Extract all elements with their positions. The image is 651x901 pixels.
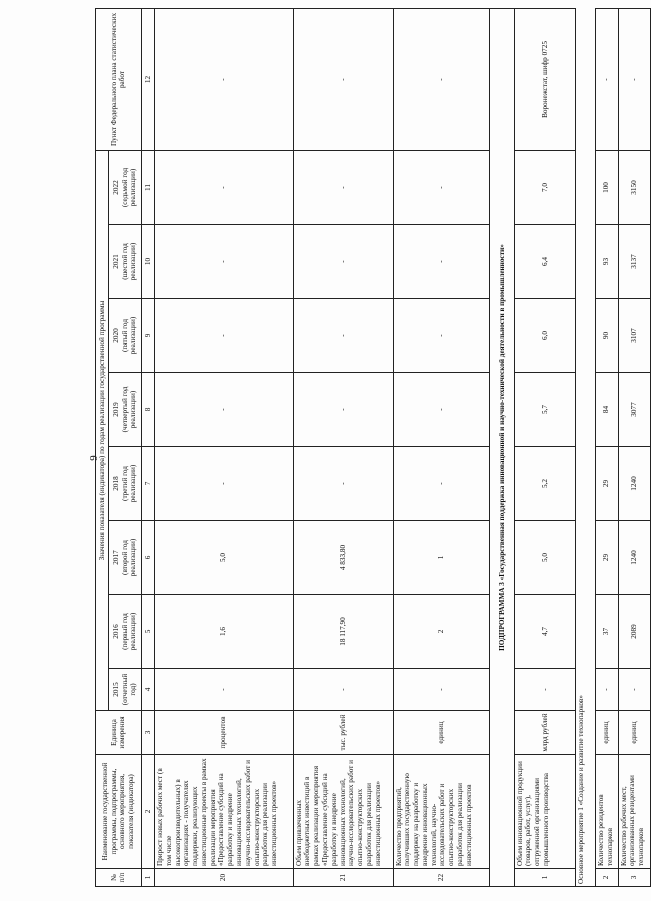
row-number: 1 [514,869,576,887]
main-event-row [576,8,596,886]
row-number: 22 [393,869,490,887]
row-value: 100 [596,150,619,224]
column-number: 7 [141,447,154,521]
row-value: - [596,669,619,711]
year-value: 2019 [111,402,120,417]
year-label: (третий год реализации) [120,464,138,503]
row-value: 6,4 [514,225,576,299]
row-value: 1 [393,521,490,595]
header-year-7 [108,150,141,224]
header-year-0 [108,669,141,711]
row-value: 84 [596,373,619,447]
row-value: 5,2 [514,447,576,521]
column-number: 8 [141,373,154,447]
row-note: - [596,8,619,150]
row-value: 5,0 [154,521,293,595]
row-value: 5,7 [514,373,576,447]
header-row-top [96,8,109,886]
header-year-3 [108,447,141,521]
row-value: 3077 [618,373,650,447]
row-value: 5,0 [514,521,576,595]
row-note: - [293,8,393,150]
year-value: 2021 [111,254,120,269]
row-note: - [154,8,293,150]
year-label: (первый год реализации) [120,612,138,651]
row-value: - [154,447,293,521]
row-value: 37 [596,595,619,669]
column-number: 5 [141,595,154,669]
row-value: - [154,373,293,447]
column-number: 9 [141,299,154,373]
row-number: 20 [154,869,293,887]
row-name: Количество резидентов технопарков [596,755,619,869]
year-label: (отчетный год) [120,673,138,706]
row-value: 1,6 [154,595,293,669]
indicators-table [95,8,651,887]
year-value: 2022 [111,180,120,195]
row-value: - [393,669,490,711]
row-name: Объем привлеченных внебюджетных инвестиций в рамках реализации мероприятия «Предоставление субсидий на разработку и внедрение инновационных технологий, научно-исследовательских работ и опытно-конструкторских разработок для реализации инвестиционных проектов» [293,755,393,869]
row-value: 3107 [618,299,650,373]
page-number: 9 [88,455,100,461]
row-value: - [293,373,393,447]
year-value: 2016 [111,624,120,639]
year-value: 2017 [111,550,120,565]
header-note: Пункт Федерального плана статистических работ [96,8,142,150]
row-name: Количество рабочих мест, организованных резидентами технопарков [618,755,650,869]
header-no: № п/п [96,869,142,887]
row-value: 3150 [618,150,650,224]
row-value: - [393,225,490,299]
header-year-5 [108,299,141,373]
row-number: 2 [596,869,619,887]
column-number: 11 [141,150,154,224]
row-value: - [393,447,490,521]
table-row [596,8,619,886]
row-unit: тыс. рублей [293,711,393,755]
row-value: 1240 [618,521,650,595]
table-row [393,8,490,886]
row-note: Воронежстат, шифр 0725 [514,8,576,150]
year-label: (четвертый год реализации) [120,386,138,433]
column-number: 10 [141,225,154,299]
row-value: - [293,299,393,373]
row-value: 7,0 [514,150,576,224]
row-value: - [393,150,490,224]
row-value: - [293,447,393,521]
row-name: Количество предприятий, получивших государственную поддержку на разработку и внедрение инновационных технологий, научно-исследовательских работ и опытно-конструкторских разработок для реализации инвестиционных проектов [393,755,490,869]
column-number: 1 [141,869,154,887]
column-number: 2 [141,755,154,869]
row-unit: процентов [154,711,293,755]
row-number: 3 [618,869,650,887]
row-name: Прирост новых рабочих мест (в том числе высокопроизводительных) в организациях - получателях поддержки, реализующих инвестиционные проекты в рамках реализации мероприятия «Предоставление субсидий на разработку и внедрение инновационных технологий, научно-исследовательских работ и опытно-конструкторских разработок для реализации инвестиционных проектов» [154,755,293,869]
header-name: Наименование государственной программы, подпрограммы, основного мероприятия, показателя (индикатора) [96,755,142,869]
row-value: 2 [393,595,490,669]
year-label: (шестой год реализации) [120,242,138,281]
column-number: 3 [141,711,154,755]
row-value: 1240 [618,447,650,521]
table-row [154,8,293,886]
header-unit: Единица измерения [96,711,142,755]
table-row [514,8,576,886]
row-value: - [154,225,293,299]
header-number-row [141,8,154,886]
year-label: (пятый год реализации) [120,316,138,355]
row-value: - [618,669,650,711]
row-value: 93 [596,225,619,299]
row-unit: единиц [393,711,490,755]
row-unit: млрд рублей [514,711,576,755]
subprogram-title: ПОДПРОГРАММА 3 «Государственная поддержка инновационной и научно-технической деятельности в промышленности» [497,244,506,651]
row-value: - [514,669,576,711]
row-unit: единиц [596,711,619,755]
row-value: 29 [596,447,619,521]
year-value: 2015 [111,682,120,697]
subprogram-row [490,8,514,886]
row-value: - [154,669,293,711]
column-number: 12 [141,8,154,150]
year-value: 2020 [111,328,120,343]
row-number: 21 [293,869,393,887]
row-value: 3137 [618,225,650,299]
table-row [293,8,393,886]
row-value: 4 833,80 [293,521,393,595]
header-year-6 [108,225,141,299]
row-note: - [618,8,650,150]
column-number: 6 [141,521,154,595]
row-value: 4,7 [514,595,576,669]
row-value: - [293,150,393,224]
column-number: 4 [141,669,154,711]
row-value: - [293,225,393,299]
row-value: - [393,373,490,447]
row-note: - [393,8,490,150]
year-label: (второй год реализации) [120,538,138,577]
row-value: 90 [596,299,619,373]
row-value: 29 [596,521,619,595]
year-value: 2018 [111,476,120,491]
year-label: (седьмой год реализации) [120,167,138,208]
row-unit: единиц [618,711,650,755]
document-rotated-table-wrapper [95,12,651,887]
row-value: 6,0 [514,299,576,373]
header-values: Значения показателя (индикатора) по годам реализации государственной программы [96,150,109,710]
main-event-title: Основное мероприятие 1 «Создание и развитие технопарков» [576,8,596,886]
row-value: - [154,299,293,373]
header-year-2 [108,521,141,595]
table-row [618,8,650,886]
row-value: - [154,150,293,224]
row-value: 18 117,90 [293,595,393,669]
row-value: - [293,669,393,711]
row-value: 2089 [618,595,650,669]
row-value: - [393,299,490,373]
row-name: Объем инновационной продукции (товаров, работ, услуг), отгруженной организациями промышленного производства [514,755,576,869]
header-year-4 [108,373,141,447]
header-year-1 [108,595,141,669]
